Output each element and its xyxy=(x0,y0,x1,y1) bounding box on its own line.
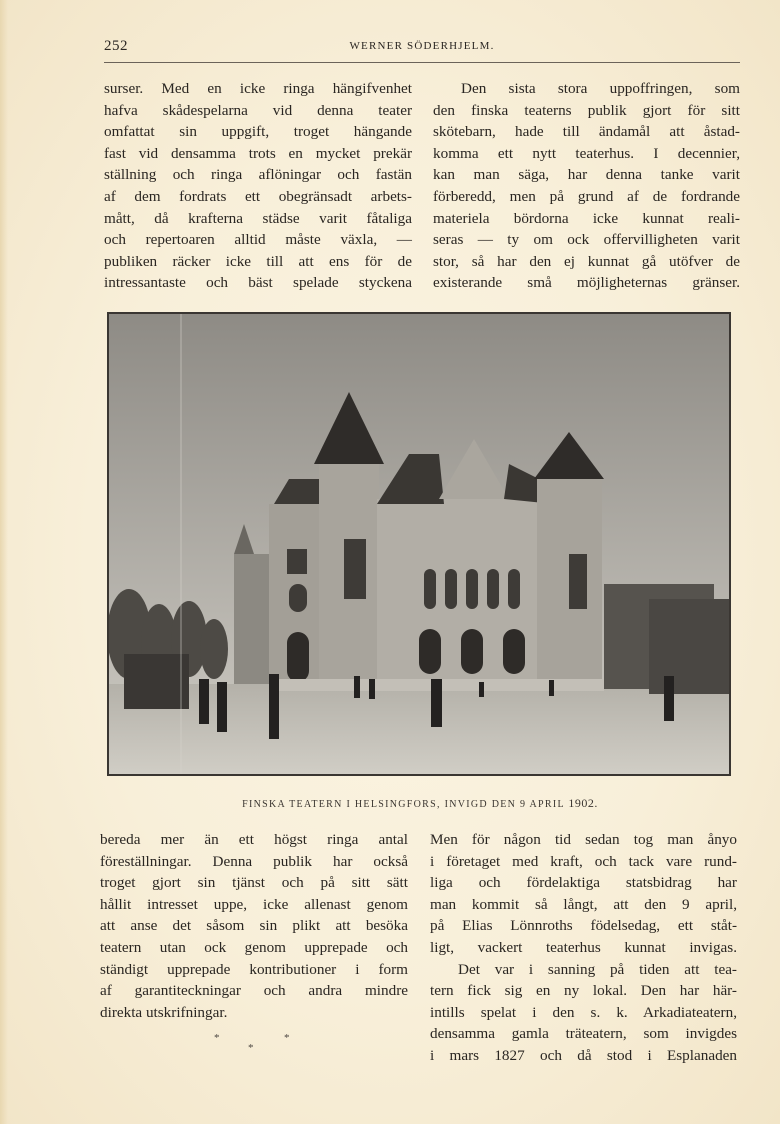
text-line: i mars 1827 och då stod i Esplanaden xyxy=(430,1046,737,1064)
text-line: förberedd, men på grund af de fordrande xyxy=(433,187,740,205)
text-line: intills spelat i den s. k. Arkadiateatern, xyxy=(430,1003,737,1021)
caption-text: FINSKA TEATERN I HELSINGFORS, INVIGD DEN 9 APRIL xyxy=(242,799,569,810)
text-line: man kommit så långt, att den 9 april, xyxy=(430,895,737,913)
text-line: teatern utan ock genom upprepade och xyxy=(100,938,408,956)
asterisk-icon: * xyxy=(214,1032,220,1044)
running-title: WERNER SÖDERHJELM. xyxy=(349,40,495,52)
text-line: på Elias Lönnroths födelsedag, ett ståt- xyxy=(430,917,737,935)
text-line: publiken räcker icke till att ens för de xyxy=(104,252,412,270)
text-column-top-left xyxy=(104,78,412,294)
text-column-bottom-left xyxy=(100,829,408,1023)
text-line: materiela bördorna icke kunnat reali- xyxy=(433,209,740,227)
text-line: densamma gamla träteatern, som invigdes xyxy=(430,1025,737,1043)
text-line: seras — ty om ock offervilligheten varit xyxy=(433,231,740,249)
text-line: liga och fördelaktiga statsbidrag har xyxy=(430,874,737,892)
theatre-photograph xyxy=(107,312,731,776)
text-line: surser. Med en icke ringa hängifvenhet xyxy=(104,80,412,97)
header-rule xyxy=(104,62,740,63)
text-line: komma ett nytt teaterhus. I decennier, xyxy=(433,144,740,162)
text-line: att anse det såsom sin plikt att besöka xyxy=(100,917,408,935)
text-line: Men för någon tid sedan tog man ånyo xyxy=(430,831,737,848)
text-line: ställning och ringa aflöningar och fastän xyxy=(104,166,412,184)
text-line: Det var i sanning på tiden att tea- xyxy=(458,960,737,978)
text-line: i företaget med kraft, och tack vare rund- xyxy=(430,852,737,870)
text-line: föreställningar. Denna publik har också xyxy=(100,852,408,870)
text-line: fast vid densamma trots en mycket prekär xyxy=(104,144,412,162)
text-line: troget gjort sin tjänst och på sitt sätt xyxy=(100,874,408,892)
text-line: Den sista stora uppoffringen, som xyxy=(461,80,740,97)
text-line: af garantiteckningar och andra mindre xyxy=(100,982,408,1000)
text-line: den finska teaterns publik gjort för sitt xyxy=(433,101,740,119)
running-head xyxy=(104,38,740,58)
text-line: direkta utskrifningar. xyxy=(100,1003,228,1021)
caption-year: 1902. xyxy=(568,796,598,810)
asterisk-icon: * xyxy=(284,1032,290,1044)
text-column-top-right xyxy=(433,78,740,294)
figure-caption xyxy=(108,796,732,811)
page-number: 252 xyxy=(104,38,128,54)
text-line: ständigt upprepade kontributioner i form xyxy=(100,960,408,978)
text-line: stor, så har den ej kunnat gå utöfver de xyxy=(433,252,740,270)
text-line: hafva skådespelarna vid denna teater xyxy=(104,101,412,119)
asterisk-icon: * xyxy=(248,1042,254,1054)
text-line: hållit intresset uppe, icke allenast genom xyxy=(100,895,408,913)
text-line: och repertoaren alltid måste växla, — xyxy=(104,231,412,249)
text-line: mått, då krafterna städse varit fåtaliga xyxy=(104,209,412,227)
text-line: intressantaste och bäst spelade styckena xyxy=(104,274,412,292)
text-line: ligt, vackert teaterhus kunnat invigas. xyxy=(430,938,737,956)
text-line: tern fick sig en ny lokal. Den har här- xyxy=(430,982,737,1000)
text-line: af dem fordrats ett obegränsadt arbets- xyxy=(104,187,412,205)
text-line: existerande små möjligheternas gränser. xyxy=(433,274,740,292)
building-illustration xyxy=(109,314,729,774)
section-break-asterism xyxy=(200,1030,320,1060)
text-line: kan man säga, har denna tanke varit xyxy=(433,166,740,184)
text-column-bottom-right xyxy=(430,829,737,1067)
text-line: omfattat sin uppgift, troget hängande xyxy=(104,123,412,141)
text-line: skötebarn, hade till ändamål att åstad- xyxy=(433,123,740,141)
text-line: bereda mer än ett högst ringa antal xyxy=(100,831,408,848)
